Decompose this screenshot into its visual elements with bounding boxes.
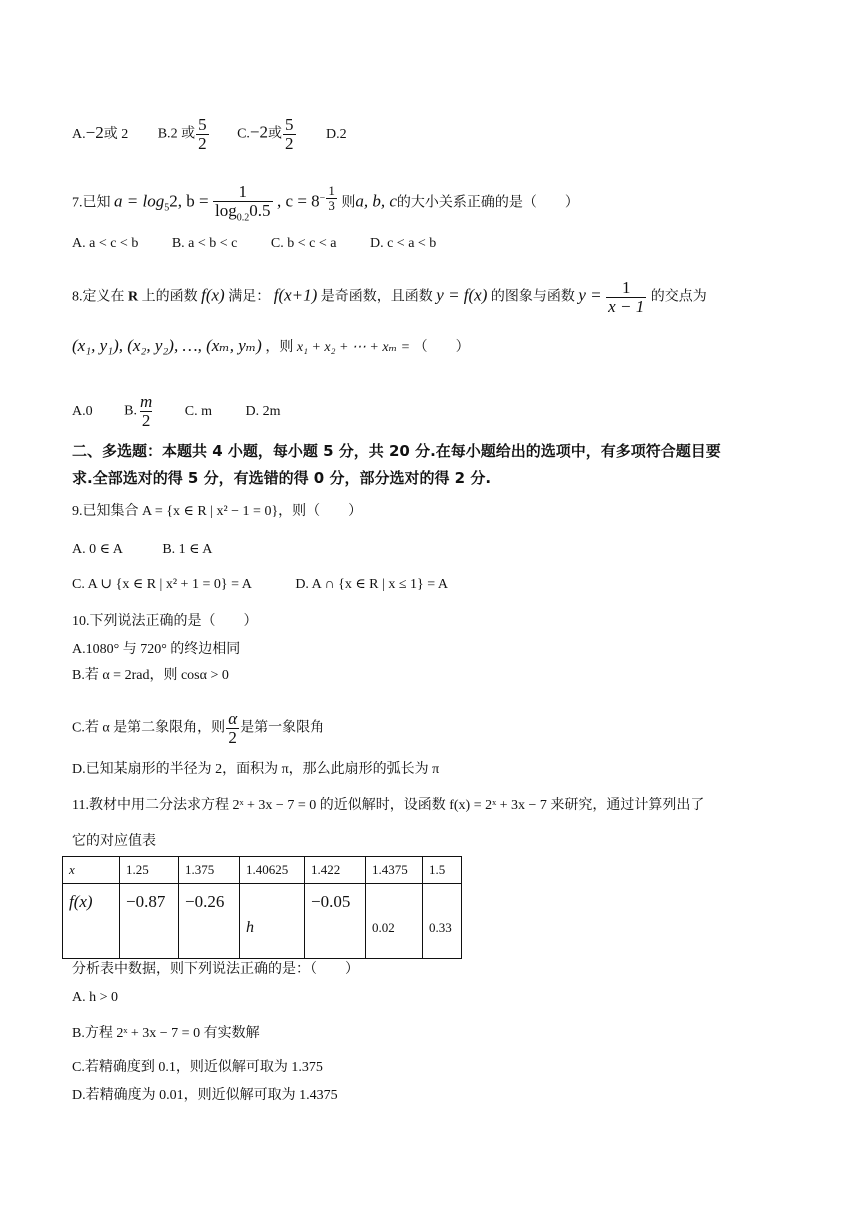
table-cell: 1.5	[423, 857, 462, 884]
q9-option-a: A. 0 ∈ A	[72, 542, 123, 557]
question-9-stem: 9.已知集合 A = {x ∈ R | x² − 1 = 0}，则（ ）	[72, 504, 363, 519]
table-cell: 1.4375	[366, 857, 423, 884]
table-row	[63, 857, 462, 884]
table-cell: −0.05	[305, 884, 366, 959]
q11-option-b: B.方程 2ˣ + 3x − 7 = 0 有实数解	[72, 1026, 260, 1041]
section-2-heading-line-1: 二、多选题：本题共 4 小题，每小题 5 分，共 20 分.在每小题给出的选项中，有多项符合题目要	[72, 442, 721, 460]
question-11-analysis: 分析表中数据，则下列说法正确的是：（ ）	[72, 962, 359, 977]
q6-option-b: B.2 或 $\frac{5}{2}$	[157, 115, 207, 153]
q6-option-c: C.−2或 $\frac{5}{2}$	[237, 115, 294, 153]
table-cell: 1.422	[305, 857, 366, 884]
q6-options	[72, 116, 347, 153]
table-cell: f(x)	[63, 884, 120, 959]
q7-option-c: C. b < c < a	[270, 236, 337, 251]
table-cell: 1.25	[120, 857, 179, 884]
table-cell: 0.33	[423, 884, 462, 959]
table-cell: −0.26	[179, 884, 240, 959]
table-cell: 0.02	[366, 884, 423, 959]
question-8-line-2: (x₁, y₁), (x₂, y₂), …, (xₘ, yₘ) ，则 x₁ + x₂ + ⋯ + xₘ = （ ）	[72, 336, 470, 355]
question-7-stem: 7.已知 $a = \log_52$, b = $\frac{1}{\log_{0.2}0.5}$ , $c = 8^{- \frac{1}{3}}$ 则a, b, c的大小关系正确的是（ ）	[72, 182, 579, 224]
table-cell: 1.40625	[240, 857, 305, 884]
q6-option-a: A.−2或 2	[72, 122, 129, 142]
q10-option-d: D.已知某扇形的半径为 2，面积为 π，那么此扇形的弧长为 π	[72, 762, 440, 777]
q10-option-c: C.若 α 是第二象限角，则 $\frac{\alpha}{2}$ 是第一象限角	[72, 709, 325, 747]
q7-option-b: B. a < b < c	[171, 236, 238, 251]
table-cell: 1.375	[179, 857, 240, 884]
question-8-line-1: 8.定义在 R 上的函数 f(x) 满足： f(x+1) 是奇函数，且函数 y = f(x) 的图象与函数 y = $\frac{1}{x - 1}$ 的交点为	[72, 278, 707, 316]
q10-option-b: B.若 α = 2rad，则 cosα > 0	[72, 668, 229, 683]
question-9-options-ab	[72, 540, 212, 560]
question-8-options	[72, 393, 280, 430]
q8-option-b: B. $\frac{m}{2}$	[124, 392, 153, 430]
q9-option-b: B. 1 ∈ A	[162, 542, 213, 557]
q6-option-d: D.2	[326, 126, 347, 142]
q11-option-a: A. h > 0	[72, 990, 119, 1005]
question-11-line-1: 11.教材中用二分法求方程 2ˣ + 3x − 7 = 0 的近似解时，设函数 f(x) = 2ˣ + 3x − 7 来研究，通过计算列出了	[72, 798, 705, 813]
q11-option-c: C.若精确度到 0.1，则近似解可取为 1.375	[72, 1060, 323, 1075]
q7-option-a: A. a < c < b	[72, 236, 139, 251]
table-cell: h	[240, 884, 305, 959]
table-cell: −0.87	[120, 884, 179, 959]
question-7-options	[72, 234, 436, 254]
q8-option-d: D. 2m	[245, 403, 281, 419]
question-9-options-cd	[72, 575, 448, 595]
table-row	[63, 884, 462, 959]
table-cell: x	[63, 857, 120, 884]
q8-option-c: C. m	[184, 403, 212, 419]
question-11-line-2: 它的对应值表	[72, 834, 156, 849]
q8-option-a: A.0	[72, 403, 93, 419]
q9-option-d: D. A ∩ {x ∈ R | x ≤ 1} = A	[295, 577, 448, 592]
value-table	[62, 856, 462, 959]
q9-option-c: C. A ∪ {x ∈ R | x² + 1 = 0} = A	[72, 577, 252, 592]
q11-option-d: D.若精确度为 0.01，则近似解可取为 1.4375	[72, 1088, 338, 1103]
q10-option-a: A.1080° 与 720° 的终边相同	[72, 642, 241, 657]
question-10-stem: 10.下列说法正确的是（ ）	[72, 614, 258, 629]
q7-option-d: D. c < a < b	[369, 236, 437, 251]
section-2-heading-line-2: 求.全部选对的得 5 分，有选错的得 0 分，部分选对的得 2 分.	[72, 469, 492, 487]
